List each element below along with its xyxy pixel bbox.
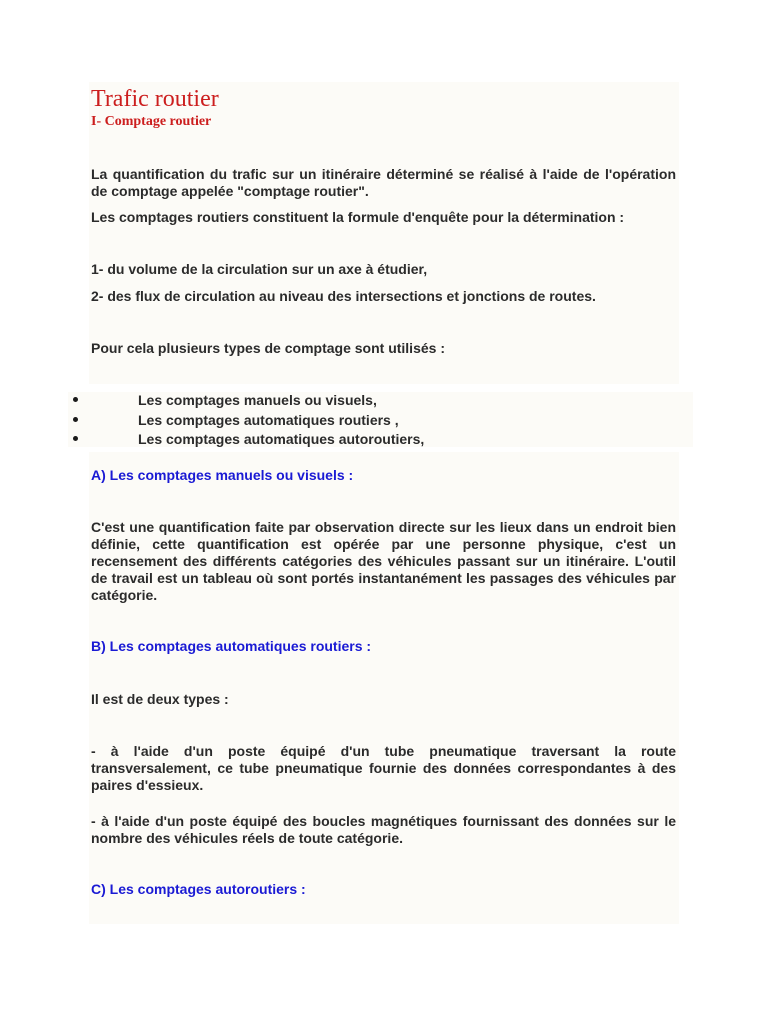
section-b-heading: B) Les comptages automatiques routiers :: [91, 638, 372, 654]
page-title: Trafic routier: [91, 86, 219, 112]
point-1: 1- du volume de la circulation sur un axe à étudier,: [91, 261, 428, 277]
list-item-text: Les comptages automatiques routiers ,: [138, 411, 399, 428]
intro-paragraph-2: Les comptages routiers constituent la formule d'enquête pour la détermination :: [91, 209, 625, 225]
bullet-icon: [73, 397, 78, 402]
section-subtitle: I- Comptage routier: [91, 114, 212, 129]
section-b-intro: Il est de deux types :: [91, 691, 229, 707]
types-intro: Pour cela plusieurs types de comptage sont utilisés :: [91, 340, 445, 356]
point-2: 2- des flux de circulation au niveau des intersections et jonctions de routes.: [91, 288, 596, 304]
section-c-heading: C) Les comptages autoroutiers :: [91, 881, 306, 897]
intro-paragraph-1: La quantification du trafic sur un itinéraire déterminé se réalisé à l'aide de l'opération de comptage appelée "comptage routier".: [91, 166, 676, 199]
list-item-text: Les comptages manuels ou visuels,: [138, 392, 377, 408]
list-item-text: Les comptages automatiques autoroutiers,: [138, 431, 425, 447]
section-a-body: C'est une quantification faite par observation directe sur les lieux dans un endroit bien définie, cette quantification est opérée par une personne physique, c'est un recensement des différents catégories des véhicules passant sur un itinéraire. L'outil de travail est un tableau où sont portés instantanément les passages des véhicules par catégorie.: [91, 519, 676, 603]
bullet-icon: [73, 417, 78, 422]
section-a-heading: A) Les comptages manuels ou visuels :: [91, 467, 354, 483]
section-b-type-2: - à l'aide d'un poste équipé des boucles magnétiques fournissant des données sur le nombre des véhicules réels de toute catégorie.: [91, 813, 676, 846]
bullet-icon: [73, 436, 78, 441]
section-b-type-1: - à l'aide d'un poste équipé d'un tube pneumatique traversant la route transversalement, ce tube pneumatique fournie des données correspondantes à des paires d'essieux.: [91, 743, 676, 793]
